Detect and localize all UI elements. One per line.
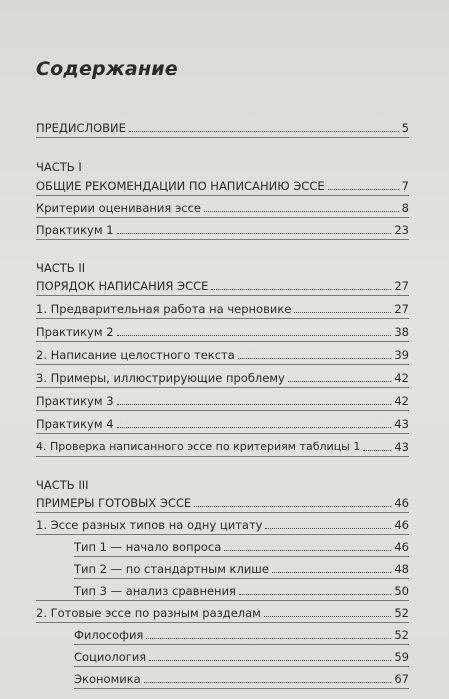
toc-entry-label: Практикум 4: [36, 417, 114, 431]
divider: [36, 534, 409, 535]
dot-leader: [117, 335, 392, 336]
part-heading: ЧАСТЬ I: [36, 160, 82, 174]
dot-leader: [294, 312, 391, 313]
toc-entry-label: Экономика: [74, 672, 141, 686]
dot-leader: [129, 131, 399, 132]
toc-entry-label: 1. Предварительная работа на черновике: [36, 302, 292, 316]
toc-entry-label: Практикум 3: [36, 394, 114, 408]
toc-entry-page: 5: [401, 121, 409, 135]
toc-entry: [36, 367, 409, 385]
toc-entry-label: 2. Готовые эссе по разным разделам: [36, 606, 261, 620]
toc-entry-page: 67: [394, 672, 409, 686]
dot-leader: [363, 450, 391, 451]
toc-entry-page: 43: [394, 440, 409, 454]
dot-leader: [117, 404, 392, 405]
toc-entry-label: ПРИМЕРЫ ГОТОВЫХ ЭССЕ: [36, 496, 192, 510]
dot-leader: [272, 572, 391, 573]
toc-entry-label: Практикум 1: [36, 223, 114, 237]
divider: [36, 239, 409, 240]
toc-entry: [36, 175, 409, 193]
dot-leader: [265, 528, 391, 529]
toc-entry-page: 52: [394, 628, 409, 642]
toc-entry-page: 39: [394, 348, 409, 362]
toc-entry-page: 46: [394, 518, 409, 532]
toc-entry-page: 59: [394, 650, 409, 664]
toc-entry-label: Тип 3 — анализ сравнения: [74, 584, 236, 598]
dot-leader: [224, 550, 391, 551]
toc-entry-label: Социология: [74, 650, 147, 664]
toc-entry-page: 42: [394, 371, 409, 385]
divider: [36, 137, 409, 138]
divider: [36, 318, 409, 319]
divider: [36, 217, 409, 218]
toc-entry-page: 23: [394, 223, 409, 237]
toc-entry-preface: [36, 117, 409, 135]
divider: [36, 387, 409, 388]
toc-entry: [36, 298, 409, 316]
dot-leader: [204, 211, 399, 212]
divider: [36, 295, 409, 296]
toc-entry-page: 27: [394, 279, 409, 293]
divider: [74, 688, 409, 689]
dot-leader: [149, 660, 391, 661]
toc-entry: [36, 197, 409, 215]
toc-entry-page: 7: [401, 179, 409, 193]
toc-entry: [36, 344, 409, 362]
dot-leader: [144, 682, 392, 683]
dot-leader: [117, 233, 392, 234]
toc-entry-page: 48: [394, 562, 409, 576]
toc-entry: [36, 514, 409, 532]
divider: [36, 512, 409, 513]
part-heading: ЧАСТЬ III: [36, 478, 89, 492]
page-title: Содержание: [36, 58, 178, 80]
toc-entry: [36, 390, 409, 408]
toc-entry-page: 52: [394, 606, 409, 620]
toc-entry-label: Тип 1 — начало вопроса: [74, 540, 222, 554]
divider: [36, 433, 409, 434]
toc-entry-page: 50: [394, 584, 409, 598]
toc-entry-label: ОБЩИЕ РЕКОМЕНДАЦИИ ПО НАПИСАНИЮ ЭССЕ: [36, 179, 325, 193]
toc-entry: [36, 321, 409, 339]
toc-subentry: [74, 646, 409, 664]
divider: [36, 600, 409, 601]
divider: [74, 556, 409, 557]
toc-entry-label: Критерии оценивания эссе: [36, 201, 201, 215]
toc-entry: [36, 219, 409, 237]
toc-entry: [36, 275, 409, 293]
divider: [74, 578, 409, 579]
dot-leader: [211, 289, 391, 290]
toc-entry-label: 2. Написание целостного текста: [36, 348, 235, 362]
divider: [36, 195, 409, 196]
dot-leader: [328, 189, 399, 190]
divider: [36, 622, 409, 623]
toc-entry-label: 3. Примеры, иллюстрирующие проблему: [36, 371, 285, 385]
divider: [36, 341, 409, 342]
toc-entry: [36, 602, 409, 620]
toc-entry-page: 46: [394, 496, 409, 510]
toc-entry-label: ПРЕДИСЛОВИЕ: [36, 121, 126, 135]
toc-subentry: [74, 580, 409, 598]
toc-entry-label: ПОРЯДОК НАПИСАНИЯ ЭССЕ: [36, 279, 209, 293]
divider: [36, 456, 409, 457]
toc-entry-label: Практикум 2: [36, 325, 114, 339]
toc-entry: [36, 492, 409, 510]
divider: [36, 364, 409, 365]
dot-leader: [288, 381, 392, 382]
part-heading: ЧАСТЬ II: [36, 261, 86, 275]
divider: [36, 410, 409, 411]
dot-leader: [146, 638, 391, 639]
toc-subentry: [74, 668, 409, 686]
dot-leader: [194, 506, 391, 507]
toc-entry-page: 43: [394, 417, 409, 431]
dot-leader: [264, 616, 392, 617]
toc-subentry: [74, 558, 409, 576]
toc-entry-label: 4. Проверка написанного эссе по критериям таблицы 1: [36, 440, 361, 453]
toc-entry: [36, 436, 409, 454]
divider: [74, 644, 409, 645]
divider: [74, 666, 409, 667]
toc-subentry: [74, 536, 409, 554]
toc-entry: [36, 413, 409, 431]
toc-entry-page: 42: [394, 394, 409, 408]
toc-entry-label: Тип 2 — по стандартным клише: [74, 562, 269, 576]
dot-leader: [238, 358, 392, 359]
toc-entry-page: 27: [394, 302, 409, 316]
toc-entry-label: 1. Эссе разных типов на одну цитату: [36, 518, 263, 532]
dot-leader: [117, 427, 392, 428]
toc-entry-label: Философия: [74, 628, 144, 642]
toc-subentry: [74, 624, 409, 642]
toc-entry-page: 38: [394, 325, 409, 339]
toc-entry-page: 8: [401, 201, 409, 215]
dot-leader: [239, 594, 391, 595]
toc-entry-page: 46: [394, 540, 409, 554]
